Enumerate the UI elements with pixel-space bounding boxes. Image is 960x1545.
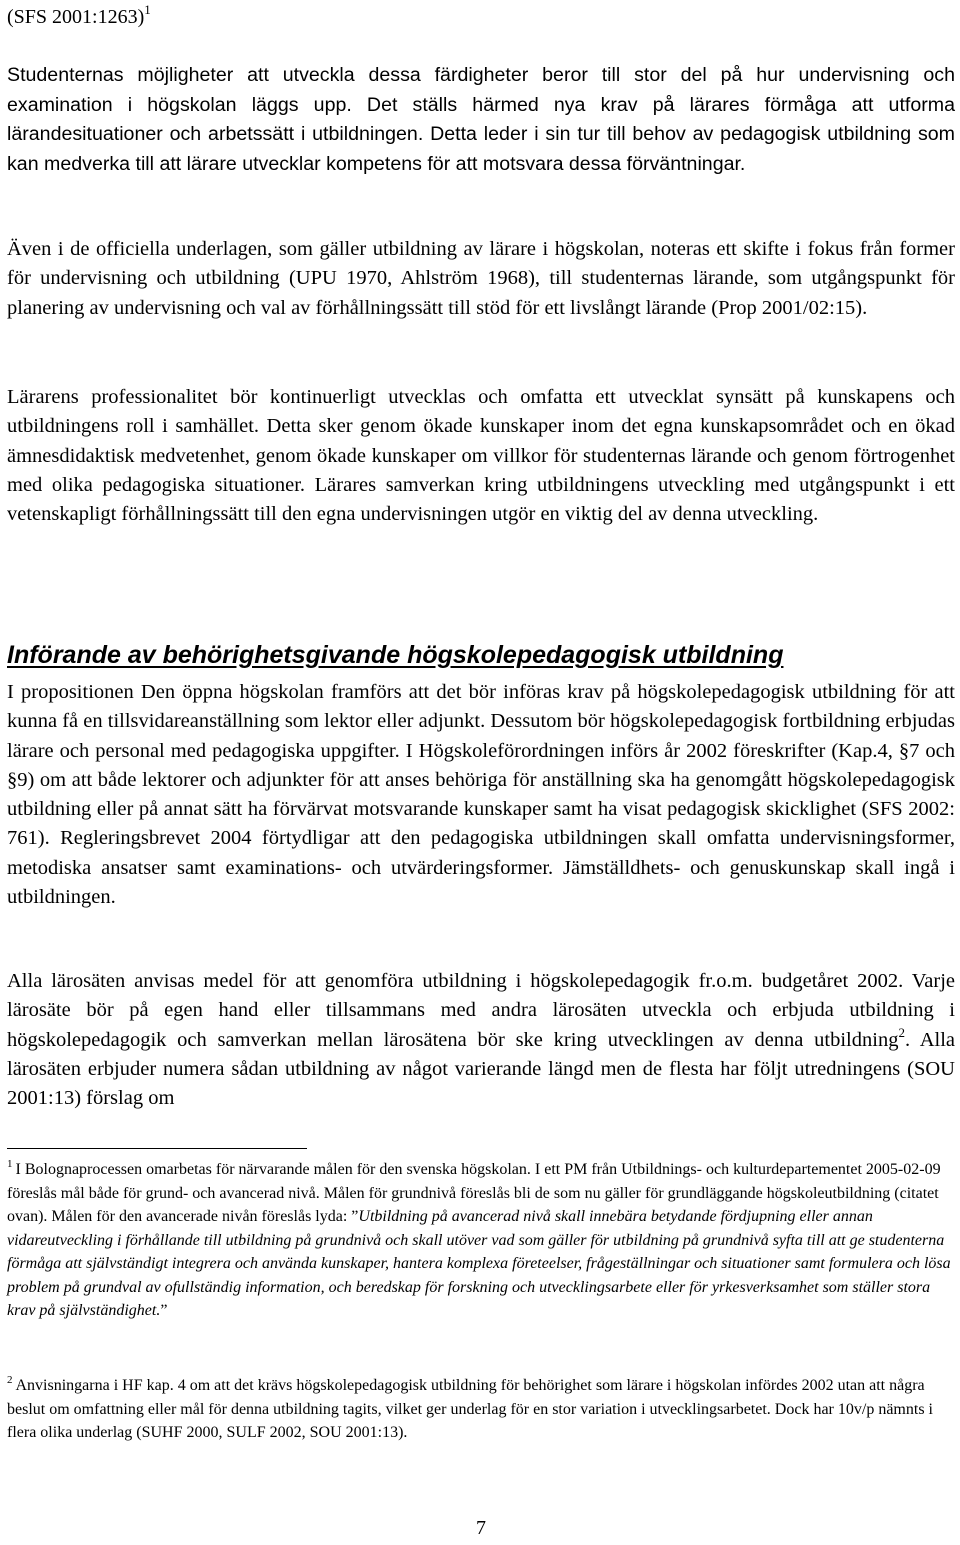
paragraph-3: Lärarens professionalitet bör kontinuerligt utvecklas och omfatta ett utvecklat synsätt på kunskapens och utbildningens roll i samhället. Detta sker genom ökade kunskaper inom det egna kunskapsområdet och en ökad ämnesdidaktisk medvetenhet, genom ökade kunskaper om villkor för studenternas lärande och genom förtrogenhet med olika pedagogiska situationer. Lärares samverkan kring utbildningens utveckling med utgångspunkt i ett vetenskapligt förhållningssätt till den egna undervisningen utgör en viktig del av denna utveckling. <box>7 386 955 526</box>
document-page <box>7 0 955 1545</box>
paragraph-1: Studenternas möjligheter att utveckla dessa färdigheter beror till stor del på hur undervisning och examination i högskolan läggs upp. Det ställs härmed nya krav på lärares förmåga att utforma lärandesituationer och arbetssätt i utbildningen. Detta leder i sin tur till behov av pedagogisk utbildning som kan medverka till att lärare utvecklar kompetens för att motsvara dessa förväntningar. <box>7 64 955 175</box>
paragraph-5-text-b: . Alla lärosäten erbjuder numera sådan utbildning av något varierande längd men de flesta har följt utredningens (SOU 2001:13) förslag om <box>7 1028 956 1110</box>
paragraph-5-text-a: Alla lärosäten anvisas medel för att genomföra utbildning i högskolepedagogik fr.o.m. budgetåret 2002. Varje lärosäte bör på egen hand eller tillsammans med andra lärosäten utveckla och erbjuda utbildning i högskolepedagogik och samverkan mellan lärosätena bör ske kring utvecklingen av denna utbildning <box>7 970 955 1051</box>
section-heading: Införande av behörighetsgivande högskolepedagogisk utbildning <box>7 641 784 669</box>
sfs-reference <box>7 4 151 30</box>
footnote-1-text: I Bolognaprocessen omarbetas för närvarande målen för den svenska högskolan. I ett PM från Utbildnings- och kulturdepartementet 2005-02-09 föreslås mål både för grund- och avancerad nivå. Målen för grundnivå föreslås bli de som nu gäller för grundläggande högskoleutbildning (citatet ovan). Målen för den avancerade nivån föreslås lyda: ” <box>7 1161 941 1225</box>
footnote-2-number: 2 <box>7 1374 13 1386</box>
paragraph-4: I propositionen Den öppna högskolan framförs att det bör införas krav på högskolepedagogisk utbildning för att kunna få en tillsvidareanställning som lektor eller adjunkt. Dessutom bör högskolepedagogisk fortbildning erbjudas lärare och personal med pedagogiska uppgifter. I Högskoleförordningen införs år 2002 föreskrifter (Kap.4, §7 och §9) om att både lektorer och adjunkter för att anses behöriga för anställning ska ha genomgått högskolepedagogisk utbildning eller på annat sätt ha förvärvat motsvarande kunskaper samt ha visat pedagogisk skicklighet (SFS 2002: 761). Regleringsbrevet 2004 förtydligar att den pedagogiska utbildningen skall omfatta undervisningsformer, metodiska ansatser samt examinations- och utvärderingsformer. Jämställdhets- och genuskunskap skall ingå i utbildningen. <box>7 681 955 909</box>
footnote-2 <box>7 1374 955 1445</box>
footnote-1-quote: Utbildning på avancerad nivå skall innebära betydande fördjupning eller annan vidareutveckling i förhållande till utbildning på grundnivå och skall utöver vad som gäller för utbildning på grundnivå syfta till att ge studenterna förmåga att självständigt integrera och använda kunskaper, hantera komplexa företeelser, frågeställningar och situationer samt formulera och lösa problem på grundval av ofullständig information, och beredskap för forskning och utvecklingsarbete eller för yrkesverksamhet som ställer stora krav på självständighet. <box>7 1208 951 1319</box>
sfs-reference-text: (SFS 2001:1263) <box>7 6 145 28</box>
footnote-1-number: 1 <box>7 1158 13 1170</box>
paragraph-2: Även i de officiella underlagen, som gäller utbildning av lärare i högskolan, noteras ett skifte i fokus från former för undervisning och utbildning (UPU 1970, Ahlström 1968), till studenternas lärande, som utgångspunkt för planering av undervisning och val av förhållningssätt till stöd för ett livslångt lärande (Prop 2001/02:15). <box>7 238 955 319</box>
footnote-marker-2[interactable]: 2 <box>898 1024 905 1040</box>
footnote-separator <box>7 1148 307 1149</box>
page-number: 7 <box>476 1517 486 1539</box>
footnote-2-text: Anvisningarna i HF kap. 4 om att det krävs högskolepedagogisk utbildning för behörighet som lärare i högskolan infördes 2002 utan att några beslut om omfattning eller mål för denna utbildning tagits, vilket ger underlag för en stor variation i utvecklingsarbetet. Dock har 10v/p nämnts i flera olika underlag (SUHF 2000, SULF 2002, SOU 2001:13). <box>7 1377 933 1441</box>
footnote-marker-1[interactable]: 1 <box>144 2 151 17</box>
paragraph-5 <box>7 967 955 1113</box>
footnote-1 <box>7 1158 955 1323</box>
footnote-1-close-quote: ” <box>160 1302 168 1319</box>
